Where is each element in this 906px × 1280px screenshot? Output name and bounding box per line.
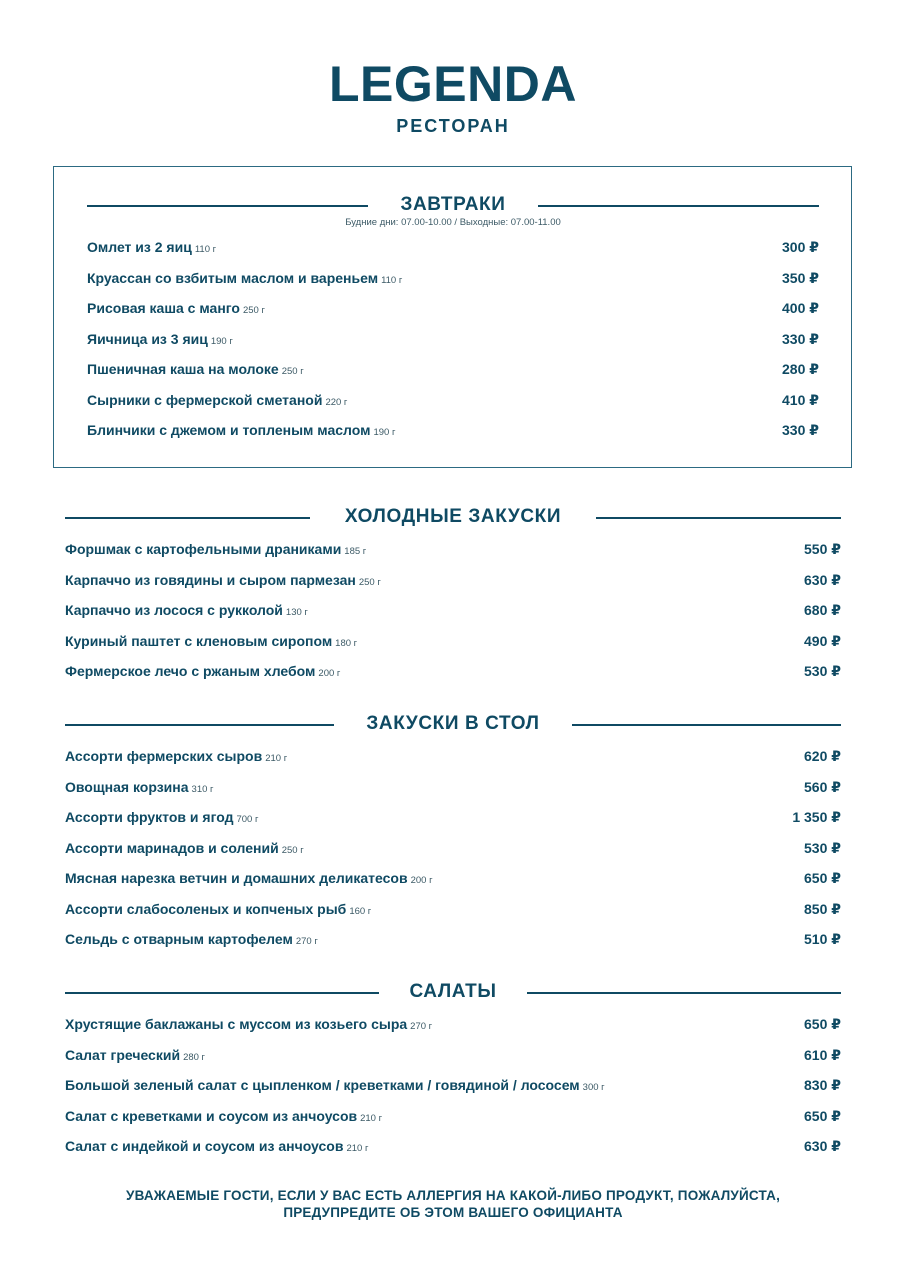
item-price: 280 ₽ [782,361,819,377]
item-price: 330 ₽ [782,330,819,347]
item-price: 850 ₽ [804,900,841,917]
item-name: Салат греческий [65,1046,181,1063]
item-price: 490 ₽ [804,632,841,649]
item-price: 560 ₽ [804,778,841,795]
menu-item [65,1107,841,1138]
item-name: Мясная нарезка ветчин и домашних деликатесов [65,870,408,886]
item-weight: 250 г [281,366,304,377]
menu-item [65,839,841,870]
item-price: 530 ₽ [804,839,841,856]
menu-list [65,540,841,693]
section-heading [87,193,819,217]
item-weight: 190 г [210,335,233,347]
section-title: САЛАТЫ [409,981,497,1002]
item-weight: 185 г [344,546,367,557]
item-name: Хрустящие баклажаны с муссом из козьего сыра [65,1016,408,1032]
item-weight: 250 г [358,576,381,588]
menu-item [65,900,841,931]
item-weight: 250 г [281,844,304,856]
menu-item [87,421,819,452]
menu-item [65,869,841,900]
item-weight: 160 г [349,905,372,917]
item-weight: 210 г [360,1112,383,1124]
item-weight: 210 г [265,753,288,764]
menu-item [87,360,819,391]
menu-item [65,1076,841,1107]
allergy-notice [0,1187,906,1221]
menu-item [65,632,841,663]
menu-item [87,238,819,269]
item-weight: 190 г [373,427,396,438]
item-name: Круассан со взбитым маслом и вареньем [87,269,379,286]
section-heading [65,980,841,1004]
item-name: Рисовая каша с манго [87,300,240,316]
item-price: 630 ₽ [804,1138,841,1154]
allergy-notice-line1: УВАЖАЕМЫЕ ГОСТИ, ЕСЛИ У ВАС ЕСТЬ АЛЛЕРГИЯ НА КАКОЙ-ЛИБО ПРОДУКТ, ПОЖАЛУЙСТА, [125,1188,781,1203]
item-price: 510 ₽ [804,931,841,947]
item-price: 550 ₽ [804,541,841,557]
allergy-notice-line2: ПРЕДУПРЕДИТЕ ОБ ЭТОМ ВАШЕГО ОФИЦИАНТА [283,1205,623,1220]
item-weight: 300 г [582,1082,605,1093]
menu-item [65,930,841,961]
item-name: Сырники с фермерской сметаной [87,391,323,408]
item-price: 650 ₽ [804,1016,841,1032]
item-weight: 270 г [410,1021,433,1032]
item-price: 410 ₽ [782,391,819,408]
section-heading [65,505,841,529]
item-price: 830 ₽ [804,1077,841,1093]
item-weight: 220 г [325,396,348,408]
item-weight: 200 г [410,875,433,886]
menu-list [87,238,819,452]
item-weight: 110 г [194,244,217,255]
item-price: 610 ₽ [804,1046,841,1063]
item-name: Форшмак с картофельными драниками [65,541,342,557]
item-name: Салат с индейкой и соусом из анчоусов [65,1138,344,1154]
item-name: Ассорти фруктов и ягод [65,809,234,825]
item-name: Ассорти фермерских сыров [65,748,263,764]
section-table-appetizers [65,712,841,961]
item-weight: 200 г [318,668,341,679]
item-name: Куриный паштет с кленовым сиропом [65,632,333,649]
item-name: Пшеничная каша на молоке [87,361,279,377]
menu-item [87,391,819,422]
menu-item [65,747,841,778]
menu-item [87,269,819,300]
item-name: Яичница из 3 яиц [87,330,208,347]
item-price: 530 ₽ [804,663,841,679]
menu-item [65,1015,841,1046]
restaurant-type: РЕСТОРАН [396,116,510,136]
menu-item [65,601,841,632]
item-name: Большой зеленый салат с цыпленком / креветками / говядиной / лососем [65,1077,580,1093]
menu-item [87,299,819,330]
item-weight: 130 г [285,607,308,618]
menu-item [65,540,841,571]
section-cold-appetizers [65,505,841,693]
menu-item [65,808,841,839]
item-name: Карпаччо из говядины и сыром пармезан [65,571,356,588]
menu-item [65,1046,841,1077]
section-title: ЗАКУСКИ В СТОЛ [366,713,540,734]
item-weight: 280 г [183,1051,206,1063]
item-name: Сельдь с отварным картофелем [65,931,293,947]
item-price: 330 ₽ [782,422,819,438]
item-name: Ассорти слабосоленых и копченых рыб [65,900,347,917]
item-weight: 210 г [346,1143,369,1154]
item-weight: 250 г [242,305,265,316]
item-weight: 270 г [295,936,318,947]
item-weight: 180 г [335,637,358,649]
item-price: 300 ₽ [782,239,819,255]
section-title: ЗАВТРАКИ [400,194,506,215]
breakfast-hours: Будние дни: 07.00-10.00 / Выходные: 07.00-11.00 [345,217,561,228]
item-price: 350 ₽ [782,269,819,286]
item-price: 630 ₽ [804,571,841,588]
menu-header [0,58,906,137]
item-weight: 310 г [191,783,214,795]
item-price: 1 350 ₽ [792,809,841,825]
menu-item [65,571,841,602]
section-title: ХОЛОДНЫЕ ЗАКУСКИ [344,506,562,527]
item-price: 620 ₽ [804,748,841,764]
item-name: Фермерское лечо с ржаным хлебом [65,663,316,679]
menu-item [87,330,819,361]
item-weight: 700 г [236,814,259,825]
item-name: Карпаччо из лосося с рукколой [65,602,283,618]
menu-item [65,662,841,693]
section-heading [65,712,841,736]
item-name: Овощная корзина [65,778,189,795]
item-price: 400 ₽ [782,300,819,316]
menu-item [65,778,841,809]
item-price: 680 ₽ [804,602,841,618]
item-name: Ассорти маринадов и солений [65,839,279,856]
restaurant-logo: LEGENDA [329,56,577,112]
item-name: Блинчики с джемом и топленым маслом [87,422,371,438]
item-weight: 110 г [381,274,403,286]
item-price: 650 ₽ [804,870,841,886]
menu-list [65,747,841,961]
section-salads [65,980,841,1168]
item-price: 650 ₽ [804,1107,841,1124]
item-name: Омлет из 2 яиц [87,239,192,255]
menu-list [65,1015,841,1168]
item-name: Салат с креветками и соусом из анчоусов [65,1107,358,1124]
menu-item [65,1137,841,1168]
section-breakfasts [53,166,852,468]
